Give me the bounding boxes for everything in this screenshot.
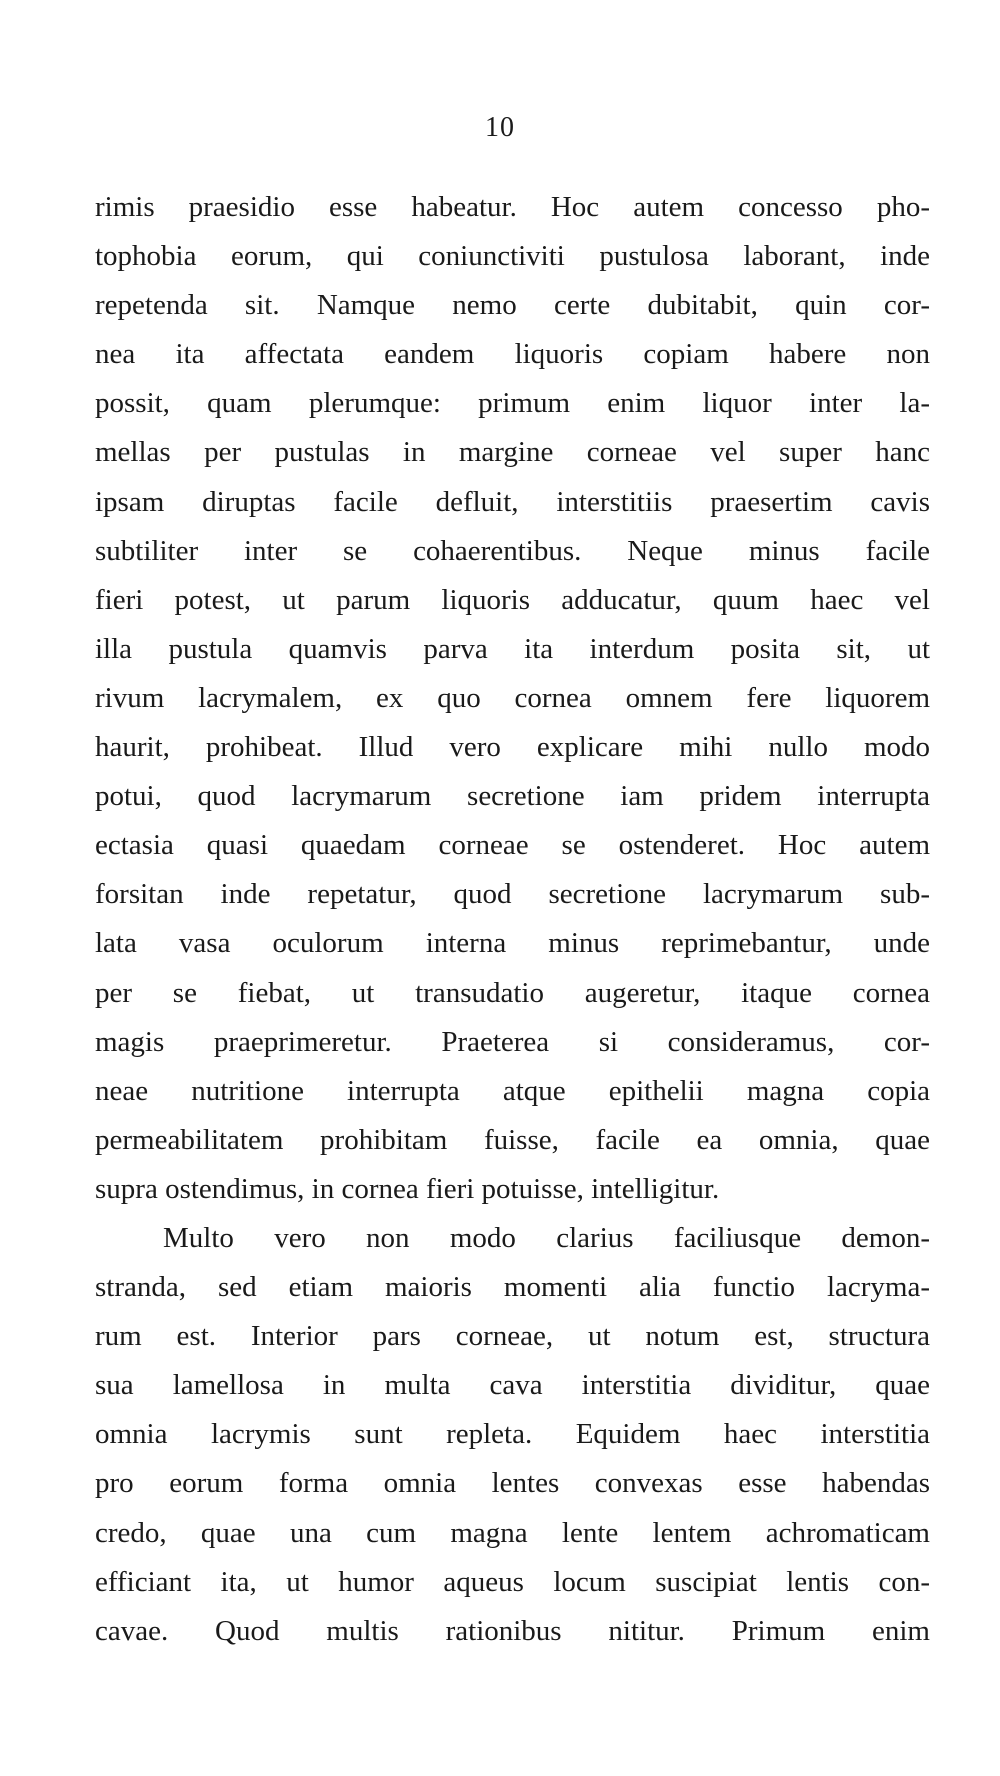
text-line: magis praeprimeretur. Praeterea si consideramus, cor- bbox=[95, 1025, 930, 1058]
paragraph bbox=[95, 1214, 930, 1656]
text-line: rum est. Interior pars corneae, ut notum est, structura bbox=[95, 1320, 930, 1353]
text-line: haurit, prohibeat. Illud vero explicare mihi nullo modo bbox=[95, 731, 930, 764]
text-line: possit, quam plerumque: primum enim liquor inter la- bbox=[95, 387, 930, 420]
text-line: stranda, sed etiam maioris momenti alia functio lacryma- bbox=[95, 1271, 930, 1304]
text-line: efficiant ita, ut humor aqueus locum suscipiat lentis con- bbox=[95, 1565, 930, 1598]
text-line: cavae. Quod multis rationibus nititur. Primum enim bbox=[95, 1614, 930, 1647]
text-line: pro eorum forma omnia lentes convexas esse habendas bbox=[95, 1467, 930, 1500]
text-line: ectasia quasi quaedam corneae se ostenderet. Hoc autem bbox=[95, 829, 930, 862]
text-line: forsitan inde repetatur, quod secretione lacrymarum sub- bbox=[95, 878, 930, 911]
text-line: neae nutritione interrupta atque epithelii magna copia bbox=[95, 1074, 930, 1107]
page-number: 10 bbox=[485, 112, 515, 143]
paragraph bbox=[95, 183, 930, 1214]
text-line: omnia lacrymis sunt repleta. Equidem haec interstitia bbox=[95, 1418, 930, 1451]
text-line: repetenda sit. Namque nemo certe dubitabit, quin cor- bbox=[95, 289, 930, 322]
text-line: mellas per pustulas in margine corneae vel super hanc bbox=[95, 436, 930, 469]
text-line: credo, quae una cum magna lente lentem achromaticam bbox=[95, 1516, 930, 1549]
text-line: rimis praesidio esse habeatur. Hoc autem concesso pho- bbox=[95, 191, 930, 223]
text-line: rivum lacrymalem, ex quo cornea omnem fere liquorem bbox=[95, 681, 930, 714]
text-line: supra ostendimus, in cornea fieri potuisse, intelligitur. bbox=[95, 1172, 720, 1205]
text-line: tophobia eorum, qui coniunctiviti pustulosa laborant, inde bbox=[95, 240, 930, 273]
text-line: Multo vero non modo clarius faciliusque demon- bbox=[163, 1221, 930, 1254]
text-line: ipsam diruptas facile defluit, interstitiis praesertim cavis bbox=[95, 485, 930, 518]
text-line: illa pustula quamvis parva ita interdum posita sit, ut bbox=[95, 632, 930, 665]
text-line: fieri potest, ut parum liquoris adducatur, quum haec vel bbox=[95, 583, 930, 616]
text-line: sua lamellosa in multa cava interstitia dividitur, quae bbox=[95, 1369, 930, 1402]
text-line: per se fiebat, ut transudatio augeretur, itaque cornea bbox=[95, 976, 930, 1009]
text-line: nea ita affectata eandem liquoris copiam habere non bbox=[95, 338, 930, 371]
text-line: permeabilitatem prohibitam fuisse, facile ea omnia, quae bbox=[95, 1123, 930, 1156]
text-line: subtiliter inter se cohaerentibus. Neque minus facile bbox=[95, 534, 930, 567]
body-text bbox=[95, 183, 930, 1656]
text-line: lata vasa oculorum interna minus reprimebantur, unde bbox=[95, 927, 930, 960]
text-line: potui, quod lacrymarum secretione iam pridem interrupta bbox=[95, 780, 930, 813]
